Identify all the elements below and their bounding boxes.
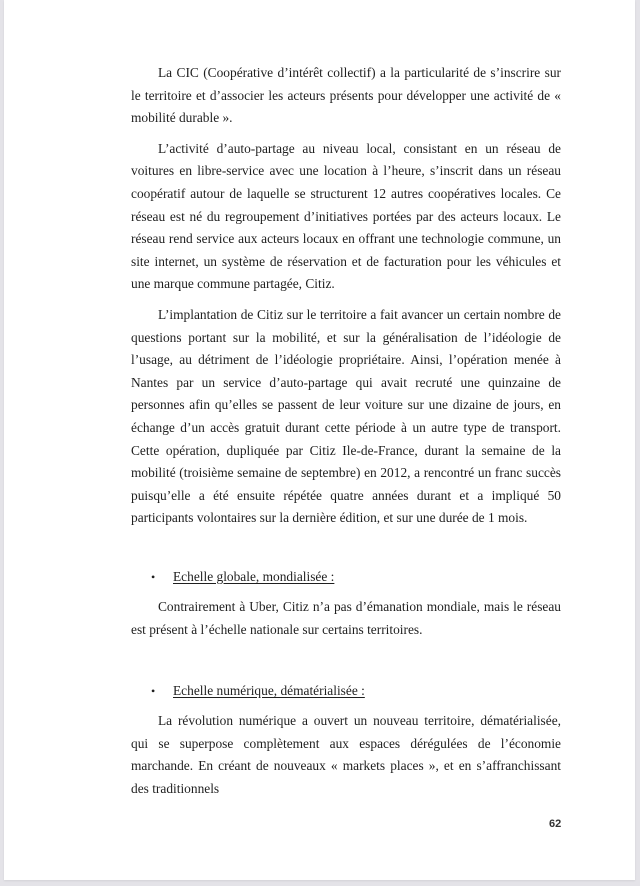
bullet-icon: • <box>151 683 156 698</box>
paragraph-auto-partage: L’activité d’auto-partage au niveau local, consistant en un réseau de voitures en libre-service avec une location à l’heure, s’inscrit dans un réseau coopératif autour de laquelle se structurent 12 autres coopératives locales. Ce réseau est né du regroupement d’initiatives portées par des acteurs locaux. Le réseau rend service aux acteurs locaux en offrant une technologie commune, un site internet, un système de réservation et de facturation pour les véhicules et une marque commune partagée, Citiz. <box>131 140 561 292</box>
section-heading-label: Echelle numérique, dématérialisée : <box>173 682 365 698</box>
paragraph-global-scale: Contrairement à Uber, Citiz n’a pas d’émanation mondiale, mais le réseau est présent à l’échelle nationale sur certains territoires. <box>131 599 561 638</box>
document-page <box>4 0 635 880</box>
page-content <box>131 62 561 801</box>
section-heading-label: Echelle globale, mondialisée : <box>173 568 335 584</box>
bullet-icon: • <box>151 569 156 584</box>
paragraph-implantation-citiz: L’implantation de Citiz sur le territoire a fait avancer un certain nombre de questions portant sur la mobilité, et sur la généralisation de l’idéologie de l’usage, au détriment de l’idéologie propriétaire. Ainsi, l’opération menée à Nantes par un service d’auto-partage qui avait recruté une quinzaine de personnes afin qu’elles se passent de leur voiture sur une dizaine de jours, en échange d’un accès gratuit durant cette période à un autre type de transport. Cette opération, dupliquée par Citiz Ile-de-France, durant la semaine de la mobilité (troisième semaine de septembre) en 2012, a rencontré un franc succès puisqu’elle a été ensuite répétée quatre années durant et a impliqué 50 participants volontaires sur la dernière édition, et sur une durée de 1 mois. <box>131 306 561 526</box>
section-heading-global <box>151 566 561 589</box>
paragraph-cic-intro: La CIC (Coopérative d’intérêt collectif) a la particularité de s’inscrire sur le territoire et d’associer les acteurs présents pour développer une activité de « mobilité durable ». <box>131 65 561 126</box>
paragraph-numeric-scale: La révolution numérique a ouvert un nouveau territoire, dématérialisée, qui se superpose complètement aux espaces dérégulées de l’économie marchande. En créant de nouveaux « markets places », et en s’affranchissant des traditionnels <box>131 713 561 797</box>
section-heading-numerique <box>151 680 561 703</box>
page-number: 62 <box>549 818 562 830</box>
